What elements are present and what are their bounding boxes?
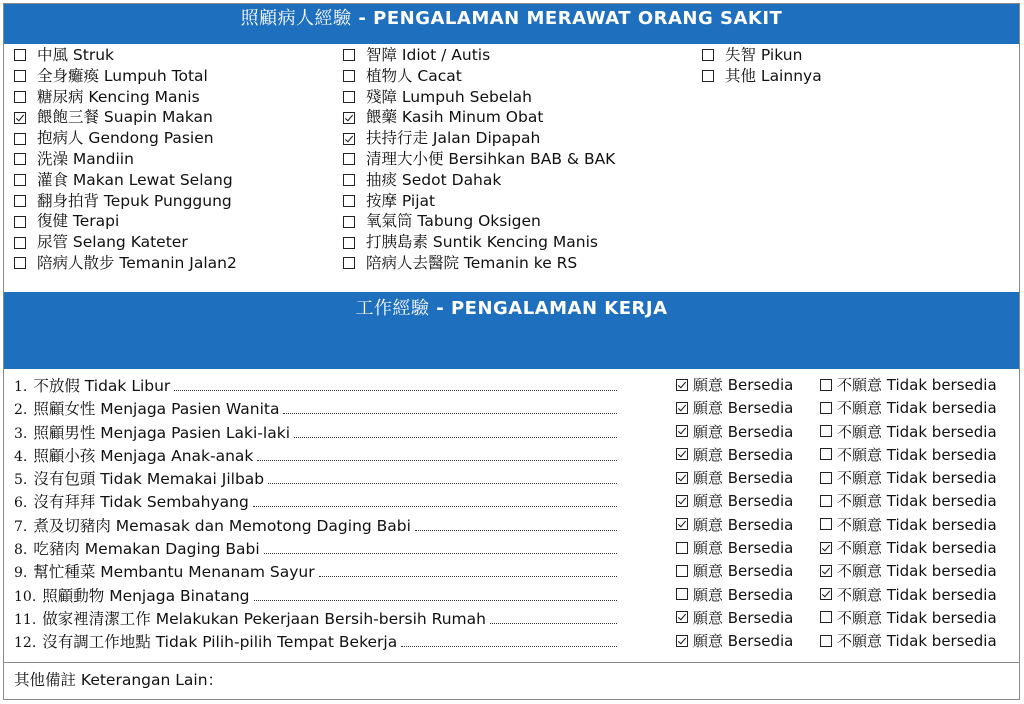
work-question-label: 照顧動物 Menjaga Binatang bbox=[42, 586, 250, 605]
checkbox[interactable] bbox=[14, 70, 26, 82]
checkbox[interactable] bbox=[343, 216, 355, 228]
care-item[interactable] bbox=[343, 45, 615, 66]
care-item-label: 陪病人去醫院 Temanin ke RS bbox=[366, 253, 578, 272]
care-item[interactable] bbox=[343, 87, 615, 108]
option-unwilling-label: 不願意 Tidak bersedia bbox=[837, 445, 997, 464]
care-item-label: 殘障 Lumpuh Sebelah bbox=[366, 87, 533, 106]
work-question-label: 照顧男性 Menjaga Pasien Laki-laki bbox=[33, 423, 291, 442]
checkbox[interactable] bbox=[14, 91, 26, 103]
checkbox[interactable] bbox=[820, 495, 832, 507]
option-unwilling[interactable] bbox=[820, 630, 997, 651]
work-question bbox=[14, 607, 617, 629]
checkbox[interactable] bbox=[14, 216, 26, 228]
option-unwilling-label: 不願意 Tidak bersedia bbox=[837, 585, 997, 604]
work-row bbox=[14, 581, 1014, 604]
care-item[interactable] bbox=[14, 149, 237, 170]
work-row bbox=[14, 464, 1014, 487]
care-item[interactable] bbox=[343, 253, 615, 274]
checkbox-checked[interactable] bbox=[14, 112, 26, 124]
work-question-label: 沒有拜拜 Tidak Sembahyang bbox=[33, 493, 249, 512]
work-row bbox=[14, 511, 1014, 534]
care-item-label: 失智 Pikun bbox=[725, 46, 803, 64]
option-willing-label: 願意 Bersedia bbox=[693, 492, 794, 511]
checkbox[interactable] bbox=[702, 49, 714, 61]
care-item-label: 洗澡 Mandiin bbox=[37, 149, 134, 168]
work-row bbox=[14, 487, 1014, 510]
option-willing[interactable] bbox=[676, 560, 793, 581]
checkbox-checked[interactable] bbox=[676, 425, 688, 437]
option-willing[interactable] bbox=[676, 421, 793, 442]
care-item[interactable] bbox=[343, 149, 615, 170]
option-willing-label: 願意 Bersedia bbox=[693, 608, 794, 627]
work-question-label: 做家裡清潔工作 Melakukan Pekerjaan Bersih-bersih Rumah bbox=[42, 609, 486, 628]
option-willing[interactable] bbox=[676, 374, 793, 395]
care-item[interactable] bbox=[14, 211, 237, 232]
care-item[interactable] bbox=[14, 87, 237, 108]
work-question bbox=[14, 560, 617, 582]
checkbox[interactable] bbox=[820, 448, 832, 460]
checkbox[interactable] bbox=[820, 518, 832, 530]
checkbox-checked[interactable] bbox=[820, 588, 832, 600]
option-unwilling-label: 不願意 Tidak bersedia bbox=[837, 632, 997, 651]
checkbox-checked[interactable] bbox=[676, 635, 688, 647]
care-item[interactable] bbox=[14, 170, 237, 191]
checkbox-checked[interactable] bbox=[343, 133, 355, 145]
care-item-label: 灌食 Makan Lewat Selang bbox=[37, 170, 233, 189]
row-number: 12. bbox=[14, 635, 37, 652]
checkbox[interactable] bbox=[820, 635, 832, 647]
care-item-label: 其他 Lainnya bbox=[725, 66, 822, 85]
care-item[interactable] bbox=[14, 66, 237, 87]
checkbox[interactable] bbox=[343, 257, 355, 269]
care-item-label: 糖尿病 Kencing Manis bbox=[37, 87, 200, 106]
option-unwilling[interactable] bbox=[820, 421, 997, 442]
option-willing-label: 願意 Bersedia bbox=[693, 562, 794, 581]
work-question bbox=[14, 421, 617, 443]
row-number: 5. bbox=[14, 472, 28, 489]
checkbox[interactable] bbox=[702, 70, 714, 82]
care-item[interactable] bbox=[702, 66, 822, 87]
work-row bbox=[14, 604, 1014, 627]
option-willing-label: 願意 Bersedia bbox=[693, 399, 794, 418]
care-item-label: 復健 Terapi bbox=[37, 212, 120, 231]
checkbox-checked[interactable] bbox=[820, 542, 832, 554]
option-unwilling-label: 不願意 Tidak bersedia bbox=[837, 422, 997, 441]
work-question-label: 煮及切豬肉 Memasak dan Memotong Daging Babi bbox=[33, 516, 411, 535]
care-item[interactable] bbox=[343, 107, 615, 128]
care-item[interactable] bbox=[343, 191, 615, 212]
care-item[interactable] bbox=[14, 45, 237, 66]
option-willing[interactable] bbox=[676, 490, 793, 511]
row-number: 10. bbox=[14, 588, 37, 605]
checkbox[interactable] bbox=[14, 153, 26, 165]
row-number: 8. bbox=[14, 542, 28, 559]
option-unwilling-label: 不願意 Tidak bersedia bbox=[837, 376, 997, 394]
care-item-label: 尿管 Selang Kateter bbox=[37, 233, 188, 252]
option-willing-label: 願意 Bersedia bbox=[693, 469, 794, 488]
option-willing[interactable] bbox=[676, 514, 793, 535]
option-unwilling[interactable] bbox=[820, 560, 997, 581]
row-number: 1. bbox=[14, 379, 28, 395]
work-question-label: 不放假 Tidak Libur bbox=[33, 377, 171, 395]
option-willing-label: 願意 Bersedia bbox=[693, 585, 794, 604]
checkbox[interactable] bbox=[14, 257, 26, 269]
row-number: 4. bbox=[14, 448, 28, 465]
dotted-leader bbox=[283, 400, 617, 414]
option-unwilling[interactable] bbox=[820, 397, 997, 418]
option-unwilling[interactable] bbox=[820, 467, 997, 488]
option-unwilling-label: 不願意 Tidak bersedia bbox=[837, 608, 997, 627]
work-question-label: 沒有包頭 Tidak Memakai Jilbab bbox=[33, 470, 265, 489]
checkbox[interactable] bbox=[14, 174, 26, 186]
checkbox-checked[interactable] bbox=[676, 448, 688, 460]
option-unwilling-label: 不願意 Tidak bersedia bbox=[837, 539, 997, 558]
option-unwilling-label: 不願意 Tidak bersedia bbox=[837, 515, 997, 534]
work-question bbox=[14, 467, 617, 489]
checkbox[interactable] bbox=[676, 588, 688, 600]
work-row bbox=[14, 371, 1014, 394]
section-title-zh: 工作經驗 bbox=[355, 298, 430, 319]
checkbox[interactable] bbox=[14, 237, 26, 249]
care-column-2 bbox=[343, 45, 615, 274]
work-question bbox=[14, 514, 617, 536]
option-unwilling[interactable] bbox=[820, 444, 997, 465]
option-willing[interactable] bbox=[676, 467, 793, 488]
checkbox-checked[interactable] bbox=[820, 565, 832, 577]
checkbox-checked[interactable] bbox=[676, 518, 688, 530]
option-willing-label: 願意 Bersedia bbox=[693, 376, 794, 394]
option-willing-label: 願意 Bersedia bbox=[693, 539, 794, 558]
checkbox[interactable] bbox=[343, 195, 355, 207]
work-experience-list bbox=[14, 371, 1014, 651]
care-item-label: 清理大小便 Bersihkan BAB & BAK bbox=[366, 149, 616, 168]
checkbox-checked[interactable] bbox=[343, 112, 355, 124]
care-item-label: 打胰島素 Suntik Kencing Manis bbox=[366, 233, 598, 252]
checkbox[interactable] bbox=[820, 425, 832, 437]
care-item-label: 智障 Idiot / Autis bbox=[366, 46, 491, 64]
work-question-label: 照顧小孩 Menjaga Anak-anak bbox=[33, 446, 254, 465]
work-row bbox=[14, 534, 1014, 557]
care-item[interactable] bbox=[14, 128, 237, 149]
work-question bbox=[14, 584, 617, 606]
checkbox[interactable] bbox=[343, 237, 355, 249]
option-willing[interactable] bbox=[676, 397, 793, 418]
option-willing[interactable] bbox=[676, 444, 793, 465]
checkbox-checked[interactable] bbox=[676, 379, 688, 391]
work-question bbox=[14, 397, 617, 419]
section-title-id: PENGALAMAN MERAWAT ORANG SAKIT bbox=[373, 8, 783, 29]
option-unwilling[interactable] bbox=[820, 584, 997, 605]
checkbox[interactable] bbox=[820, 402, 832, 414]
care-column-3 bbox=[702, 45, 822, 87]
care-item-label: 餵飽三餐 Suapin Makan bbox=[37, 108, 213, 127]
work-row bbox=[14, 441, 1014, 464]
dotted-leader bbox=[294, 424, 617, 438]
option-willing-label: 願意 Bersedia bbox=[693, 632, 794, 651]
checkbox[interactable] bbox=[343, 153, 355, 165]
work-question-label: 照顧女性 Menjaga Pasien Wanita bbox=[33, 400, 280, 419]
section-header-care-experience: 照顧病人經驗 - PENGALAMAN MERAWAT ORANG SAKIT bbox=[4, 4, 1019, 44]
care-item-label: 扶持行走 Jalan Dipapah bbox=[366, 129, 541, 148]
care-item-label: 氧氣筒 Tabung Oksigen bbox=[366, 212, 541, 231]
dotted-leader bbox=[253, 493, 617, 507]
care-item[interactable] bbox=[14, 253, 237, 274]
option-unwilling[interactable] bbox=[820, 537, 997, 558]
work-question-label: 吃豬肉 Memakan Daging Babi bbox=[33, 540, 260, 559]
section-header-work-experience: 工作經驗 - PENGALAMAN KERJA bbox=[4, 292, 1019, 369]
section-title-zh: 照顧病人經驗 bbox=[240, 8, 352, 29]
checkbox[interactable] bbox=[676, 565, 688, 577]
work-row bbox=[14, 418, 1014, 441]
work-question bbox=[14, 630, 617, 652]
option-unwilling-label: 不願意 Tidak bersedia bbox=[837, 562, 997, 581]
row-number: 6. bbox=[14, 495, 28, 512]
option-unwilling-label: 不願意 Tidak bersedia bbox=[837, 399, 997, 418]
work-question bbox=[14, 444, 617, 466]
dotted-leader bbox=[254, 587, 618, 601]
option-willing[interactable] bbox=[676, 630, 793, 651]
care-item[interactable] bbox=[14, 107, 237, 128]
option-unwilling[interactable] bbox=[820, 514, 997, 535]
option-willing[interactable] bbox=[676, 607, 793, 628]
work-question bbox=[14, 374, 617, 396]
row-number: 7. bbox=[14, 518, 28, 535]
dotted-leader bbox=[401, 633, 617, 647]
care-item[interactable] bbox=[343, 66, 615, 87]
care-column-1 bbox=[14, 45, 237, 274]
work-row bbox=[14, 394, 1014, 417]
care-item-label: 抽痰 Sedot Dahak bbox=[366, 170, 502, 189]
care-item[interactable] bbox=[14, 232, 237, 253]
row-number: 2. bbox=[14, 402, 28, 419]
work-question bbox=[14, 537, 617, 559]
care-item-label: 全身癱瘓 Lumpuh Total bbox=[37, 66, 208, 85]
dotted-leader bbox=[264, 540, 617, 554]
dotted-leader bbox=[174, 377, 617, 391]
care-item[interactable] bbox=[14, 191, 237, 212]
row-number: 11. bbox=[14, 611, 37, 628]
dotted-leader bbox=[415, 517, 617, 531]
checkbox[interactable] bbox=[343, 174, 355, 186]
option-willing-label: 願意 Bersedia bbox=[693, 422, 794, 441]
care-item[interactable] bbox=[343, 211, 615, 232]
work-question bbox=[14, 490, 617, 512]
dotted-leader bbox=[268, 470, 617, 484]
work-row bbox=[14, 557, 1014, 580]
checkbox[interactable] bbox=[820, 379, 832, 391]
option-willing[interactable] bbox=[676, 537, 793, 558]
checkbox[interactable] bbox=[820, 611, 832, 623]
dotted-leader bbox=[319, 563, 617, 577]
option-unwilling[interactable] bbox=[820, 374, 997, 395]
care-item-label: 翻身拍背 Tepuk Punggung bbox=[37, 191, 232, 210]
checkbox[interactable] bbox=[14, 133, 26, 145]
option-willing[interactable] bbox=[676, 584, 793, 605]
dotted-leader bbox=[257, 447, 617, 461]
checkbox[interactable] bbox=[343, 91, 355, 103]
checkbox[interactable] bbox=[343, 49, 355, 61]
option-unwilling-label: 不願意 Tidak bersedia bbox=[837, 492, 997, 511]
checkbox[interactable] bbox=[676, 542, 688, 554]
checkbox-checked[interactable] bbox=[676, 495, 688, 507]
option-willing-label: 願意 Bersedia bbox=[693, 515, 794, 534]
row-number: 3. bbox=[14, 425, 28, 442]
option-unwilling-label: 不願意 Tidak bersedia bbox=[837, 469, 997, 488]
checkbox[interactable] bbox=[14, 195, 26, 207]
care-item-label: 陪病人散步 Temanin Jalan2 bbox=[37, 253, 237, 272]
work-row bbox=[14, 627, 1014, 650]
other-notes bbox=[4, 662, 1019, 700]
option-willing-label: 願意 Bersedia bbox=[693, 445, 794, 464]
option-unwilling[interactable] bbox=[820, 607, 997, 628]
option-unwilling[interactable] bbox=[820, 490, 997, 511]
checkbox[interactable] bbox=[14, 49, 26, 61]
checkbox[interactable] bbox=[343, 70, 355, 82]
care-item-label: 抱病人 Gendong Pasien bbox=[37, 129, 214, 148]
care-item[interactable] bbox=[343, 170, 615, 191]
care-item-label: 餵藥 Kasih Minum Obat bbox=[366, 108, 544, 127]
care-item-label: 中風 Struk bbox=[37, 46, 115, 64]
checkbox-checked[interactable] bbox=[676, 472, 688, 484]
care-item[interactable] bbox=[343, 128, 615, 149]
work-question-label: 幫忙種菜 Membantu Menanam Sayur bbox=[33, 563, 315, 582]
checkbox-checked[interactable] bbox=[676, 402, 688, 414]
care-item[interactable] bbox=[702, 45, 822, 66]
row-number: 9. bbox=[14, 565, 28, 582]
care-item-label: 按摩 Pijat bbox=[366, 191, 436, 210]
care-item-label: 植物人 Cacat bbox=[366, 66, 462, 85]
section-title-id: PENGALAMAN KERJA bbox=[450, 298, 668, 319]
checkbox[interactable] bbox=[820, 472, 832, 484]
checkbox-checked[interactable] bbox=[676, 611, 688, 623]
dotted-leader bbox=[490, 610, 617, 624]
care-item[interactable] bbox=[343, 232, 615, 253]
work-question-label: 沒有調工作地點 Tidak Pilih-pilih Tempat Bekerja bbox=[42, 633, 398, 652]
notes-label: 其他備註 Keterangan Lain： bbox=[14, 671, 224, 689]
